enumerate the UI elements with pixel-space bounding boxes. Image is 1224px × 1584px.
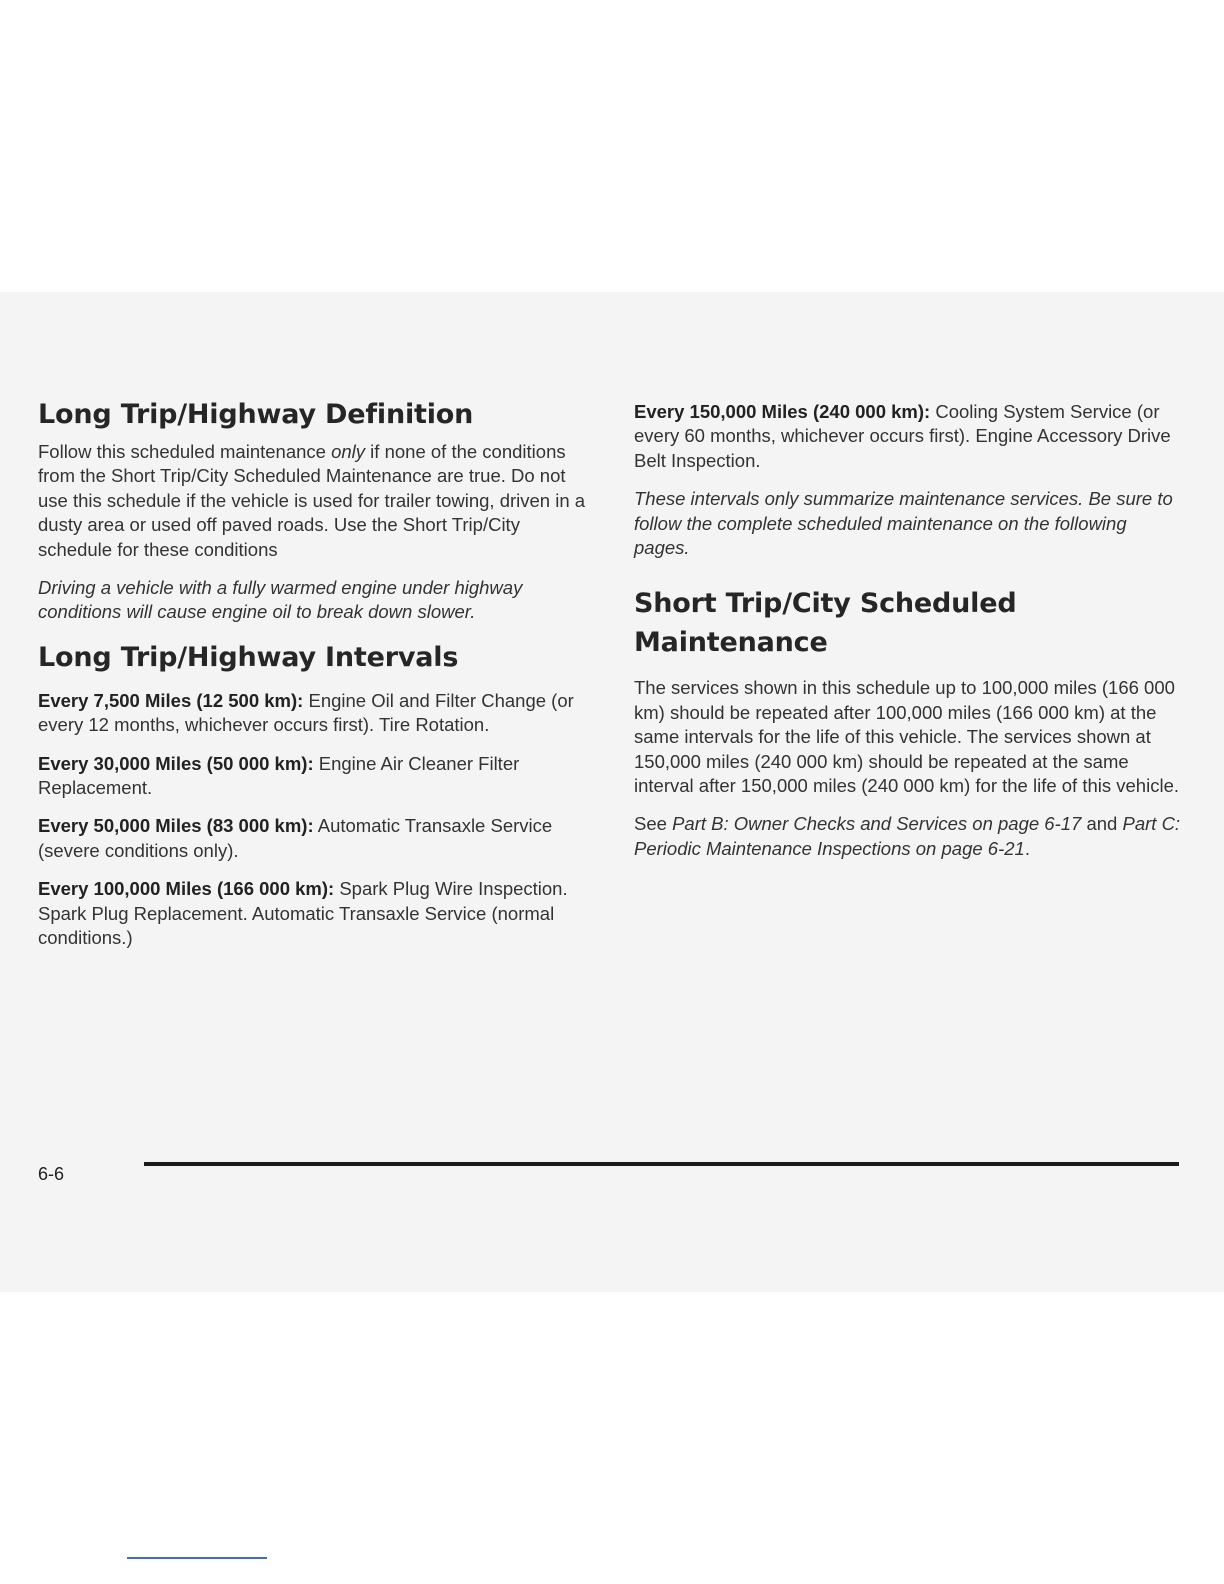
stray-blue-rule xyxy=(127,1557,267,1559)
summary-note: These intervals only summarize maintenance services. Be sure to follow the complete scheduled maintenance on the following pages. xyxy=(634,488,1173,559)
page-number: 6-6 xyxy=(38,1164,65,1184)
interval-text: Engine Air Cleaner Filter Replacement. xyxy=(38,752,520,799)
definition-paragraph xyxy=(38,440,588,562)
manual-page xyxy=(0,292,1224,1292)
see-text: See xyxy=(634,813,673,835)
see-and-text: and xyxy=(1081,813,1123,835)
interval-label: Every 30,000 Miles (50 000 km): xyxy=(38,752,314,774)
interval-label: Every 100,000 Miles (166 000 km): xyxy=(38,878,335,900)
interval-100000 xyxy=(38,877,588,950)
interval-text: Engine Oil and Filter Change (or every 12 months, whichever occurs first). Tire Rotation. xyxy=(38,689,574,736)
see-period: . xyxy=(1024,837,1030,859)
see-also-paragraph xyxy=(634,812,1184,861)
interval-30000 xyxy=(38,752,588,801)
heading-long-trip-intervals: Long Trip/Highway Intervals xyxy=(38,641,459,673)
definition-emphasis: only xyxy=(331,441,366,462)
cross-reference-part-b[interactable]: Part B: Owner Checks and Services on page 6-17 xyxy=(672,813,1082,835)
interval-label: Every 150,000 Miles (240 000 km): xyxy=(634,401,931,422)
heading-short-trip-maintenance: Short Trip/City Scheduled Maintenance xyxy=(634,588,1017,659)
short-trip-paragraph: The services shown in this schedule up to 100,000 miles (166 000 km) should be repeated after 100,000 miles (166 000 km) at the same intervals for the life of this vehicle. The services shown at 150,000 miles (240 000 km) should be repeated at the same interval after 150,000 miles (240 000 km) for the life of this vehicle. xyxy=(634,677,1179,797)
heading-long-trip-definition: Long Trip/Highway Definition xyxy=(38,399,474,430)
definition-text-a: Follow this scheduled maintenance xyxy=(38,441,332,462)
definition-text-b: if none of the conditions from the Short Trip/City Scheduled Maintenance are true. Do not use this schedule if the vehicle is used for trailer towing, driven in a dusty area or used off paved roads. Use the Short Trip/City schedule for these conditions xyxy=(38,441,586,560)
right-column xyxy=(634,400,1184,875)
footer-rule xyxy=(144,1162,1179,1166)
interval-text: Cooling System Service (or every 60 months, whichever occurs first). Engine Accessory Drive Belt Inspection. xyxy=(634,401,1171,471)
interval-text: Automatic Transaxle Service (severe conditions only). xyxy=(38,815,553,861)
interval-150000 xyxy=(634,400,1184,473)
left-column xyxy=(38,396,588,965)
interval-7500 xyxy=(38,689,588,738)
interval-50000 xyxy=(38,814,588,863)
interval-text: Spark Plug Wire Inspection. Spark Plug Replacement. Automatic Transaxle Service (normal conditions.) xyxy=(38,878,568,949)
interval-label: Every 50,000 Miles (83 000 km): xyxy=(38,815,314,837)
cross-reference-part-c[interactable]: Part C: Periodic Maintenance Inspections on page 6-21 xyxy=(634,813,1181,859)
interval-label: Every 7,500 Miles (12 500 km): xyxy=(38,689,304,711)
highway-note: Driving a vehicle with a fully warmed engine under highway conditions will cause engine oil to break down slower. xyxy=(38,577,523,623)
